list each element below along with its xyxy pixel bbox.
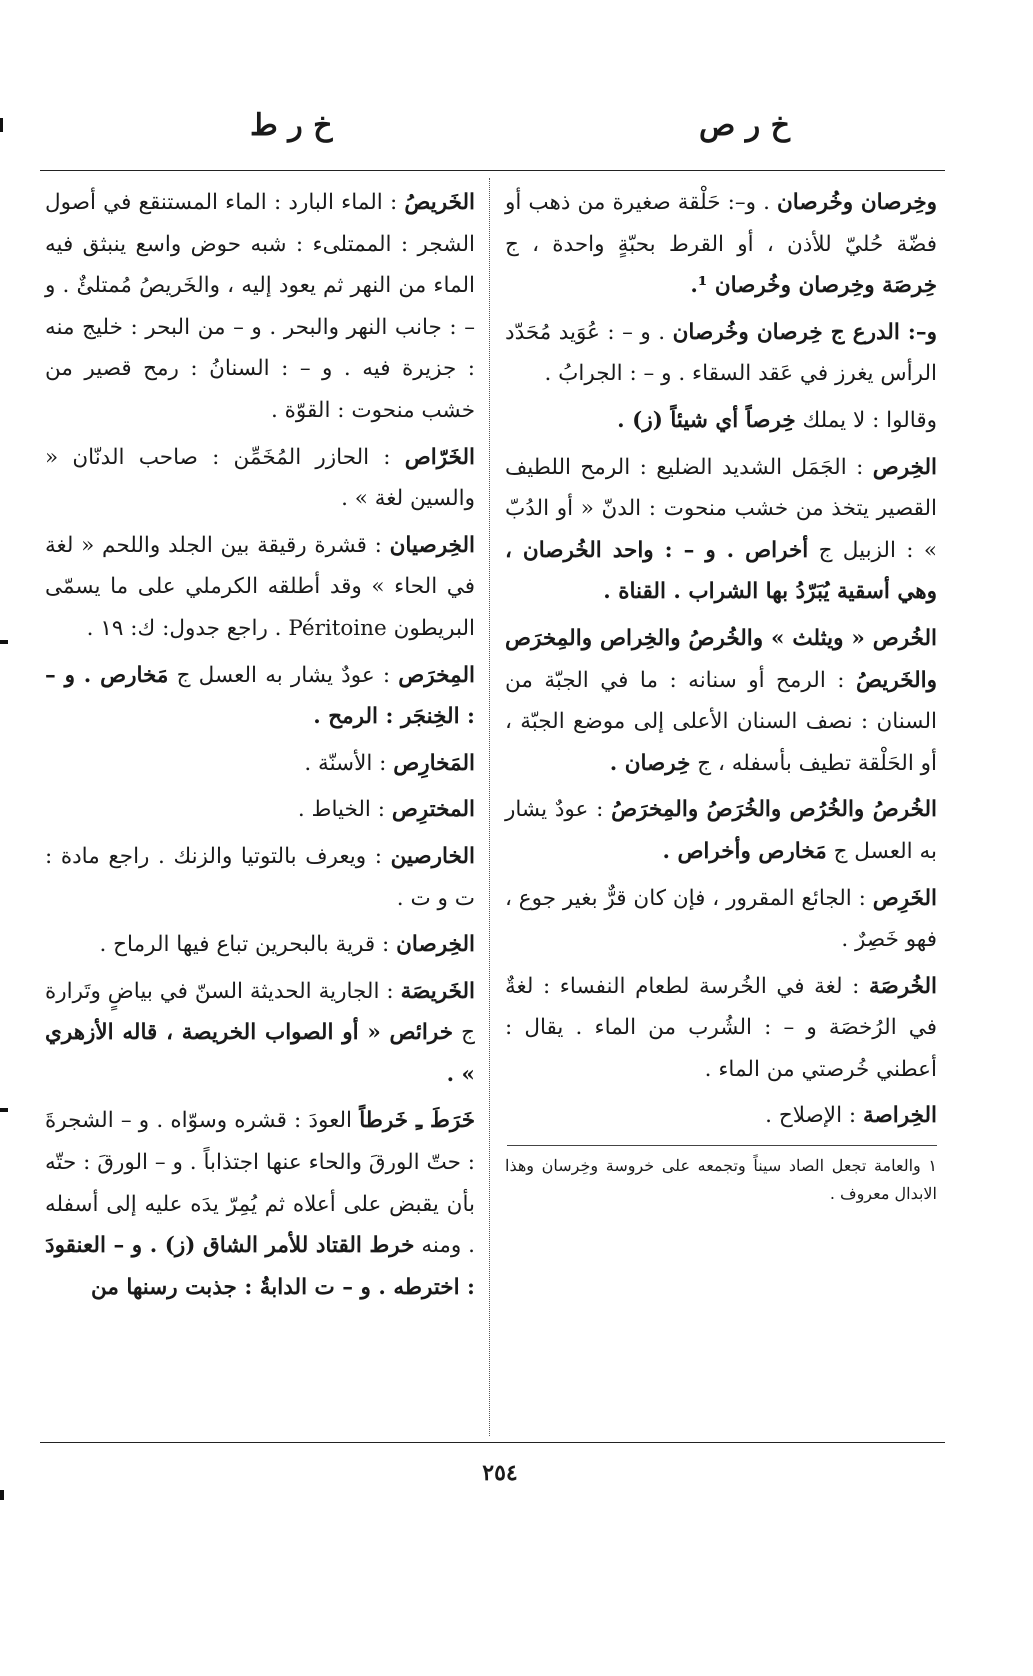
entry-text: : الرمح أو سنانه : ما في الجبّة من السنان : نصف السنان الأعلى إلى موضع الجبّة ، أو الحَلْقة تطيف بأسفله ، ج <box>505 667 937 776</box>
entry <box>505 182 937 307</box>
entry-headword: الخَريصَة <box>400 978 475 1004</box>
entry-headword: وخِرصان وخُرصان <box>777 190 937 215</box>
entry <box>45 743 475 785</box>
entry-inline-bold: خِرصان . <box>609 750 691 776</box>
header-root-right: خ ر ص <box>698 108 790 143</box>
entry-text: : لغة في الخُرسة لطعام النفساء : لغةٌ في الرُخصَة و – : الشُرب من الماء . يقال : أعطني خُرصتي من الماء . <box>505 973 937 1082</box>
entry-text: : قشرة رقيقة بين الجلد واللحم « لغة في الحاء » وقد أطلقه الكرملي على ما يسمّى البريطون Péritoine . راجع جدول: ك: ١٩ . <box>45 532 475 641</box>
entry-text: . و–: حَلْقة صغيرة من ذهب أو فضّة حُليّ للأذن ، أو القرط بحبّةٍ واحدة ، ج <box>505 190 937 257</box>
page-header <box>40 108 940 156</box>
entry-headword: الخارصين <box>390 843 476 869</box>
entry <box>505 878 937 961</box>
entry <box>505 966 937 1091</box>
entry <box>45 836 475 919</box>
entry-inline-bold: خِرصاً أي شيئاً (ز) . <box>617 407 796 433</box>
entry <box>45 525 475 650</box>
entry-headword: المِخرَص <box>398 662 475 688</box>
entry-headword: المَخارِص <box>393 750 475 776</box>
entry-headword: الخَرِص <box>872 885 937 911</box>
entry-headword: الخِراصة <box>862 1103 937 1129</box>
entry <box>505 312 937 395</box>
scan-mark <box>0 1108 8 1112</box>
entry-inline-bold: خرط القتاد للأمر الشاق (ز) . و – العنقودَ : اخترطه . و – ت الدابةُ : جذبت رسنها من <box>45 1233 475 1300</box>
entry-text: : الماء البارد : الماء المستنقع في أصول الشجر : الممتلىء : شبه حوض واسع ينبثق فيه الماء من النهر ثم يعود إليه ، والخَريصُ مُمتلئٌ . و – : جانب النهر والبحر . و – من البحر : خليج منه : جزيرة فيه . و – : السنانُ : رمح قصير من خشب منحوت : القوّة . <box>45 190 475 423</box>
entry-headword: الخِرص <box>872 454 937 480</box>
entry <box>505 400 937 442</box>
entry-text: : ويعرف بالتوتيا والزنك . راجع مادة : ت و ت . <box>45 843 475 911</box>
header-root-left: خ ر ط <box>250 108 333 143</box>
entry-text: : الجائع المقرور ، فإن كان قرٌّ بغير جوع ، فهو خَصِرٌ . <box>505 885 937 953</box>
entry-text: العودَ : قشره وسوّاه . و – الشجرةَ : حتّ الورقَ والحاء عنها اجتذاباً . و – الورقَ : حتّه بأن يقبض على أعلاه ثم يُمِرّ يدَه عليه إلى أسفله . ومنه <box>45 1108 475 1259</box>
entry <box>45 971 475 1096</box>
entry-text: : الإصلاح . <box>765 1103 857 1129</box>
entry-text: : الخياط . <box>297 797 385 823</box>
entry <box>505 789 937 872</box>
right-column <box>505 182 937 1213</box>
entry-text: : قرية بالبحرين تباع فيها الرماح . <box>99 932 390 958</box>
left-column <box>45 182 475 1313</box>
entry-inline-bold: خرائص « أو الصواب الخريصة ، قاله الأزهري » . <box>45 1020 475 1087</box>
header-rule <box>40 170 945 171</box>
entry-text: : الجارية الحديثة السنّ في بياضٍ وتَرارة ج <box>45 978 475 1046</box>
entry-headword: الخُرص « ويثلث » والخُرصُ والخِراص والمِخرَص والخَريصُ <box>505 625 937 693</box>
entry <box>45 655 475 738</box>
entry-text: وقالوا : لا يملك <box>802 407 937 433</box>
entry-headword: و–: الدرع ج خِرصان وخُرصان <box>672 319 938 345</box>
entry <box>505 447 937 613</box>
entry-text: : عودٌ يشار به العسل ج <box>176 662 391 688</box>
entry-inline-bold: مَخارص وأخراص . <box>662 838 827 864</box>
footnote-rule <box>507 1145 937 1146</box>
entry-inline-bold: خِرصَة وخِرصان وخُرصان ¹. <box>690 273 937 299</box>
entry <box>45 182 475 432</box>
entry-inline-bold: مَخارص . و – : الخِنجَر : الرمح . <box>45 662 475 730</box>
entry <box>45 437 475 520</box>
column-divider <box>489 178 490 1436</box>
entry <box>45 789 475 831</box>
entry-headword: الخُرصَة <box>868 973 937 999</box>
entry-headword: الخَرّاص <box>404 444 475 470</box>
page-number: ٢٥٤ <box>482 1460 518 1486</box>
entry-text: : الأسنّة . <box>304 750 387 776</box>
scan-mark <box>0 1490 4 1500</box>
entry-headword: المخترِص <box>391 797 475 823</box>
entry-text: : الجَمَل الشديد الضليع : الرمح اللطيف القصير يتخذ من خشب منحوت : الدنّ « أو الدُبّ » : الزبيل ج <box>505 454 938 563</box>
entry-text: . و – : عُوَيد مُحَدّد الرأس يغرز في عَقد السقاء . و – : الجرابُ . <box>505 319 937 387</box>
entry-headword: الخُرصُ والخُرُص والخُرَصُ والمِخرَصُ <box>611 797 937 823</box>
footer-rule <box>40 1442 945 1443</box>
entry <box>45 1100 475 1308</box>
entry-text: : عودٌ يشار به العسل ج <box>505 797 937 864</box>
entry-headword: الخِرصان <box>396 932 475 958</box>
entry-inline-bold: أخراص . و – : واحد الخُرصان ، وهي أسقية يُبَرّدُ بها الشراب . القناة . <box>505 537 937 605</box>
scan-mark <box>0 118 3 132</box>
entry-headword: الخِرصيان <box>389 532 475 558</box>
footnote: ١ والعامة تجعل الصاد سيناً وتجمعه على خروسة وخِرسان وهذا الابدال معروف . <box>505 1156 937 1204</box>
entry <box>505 618 937 784</box>
entry-headword: خَرَطَ ـِ خَرطاً <box>359 1108 475 1134</box>
entry-text: : الحازر المُخَمِّن : صاحب الدنّان « والسين لغة » . <box>45 444 475 512</box>
entry <box>505 1095 937 1137</box>
entry-headword: الخَريصُ <box>404 190 475 215</box>
entry <box>45 924 475 966</box>
scan-mark <box>0 640 8 644</box>
